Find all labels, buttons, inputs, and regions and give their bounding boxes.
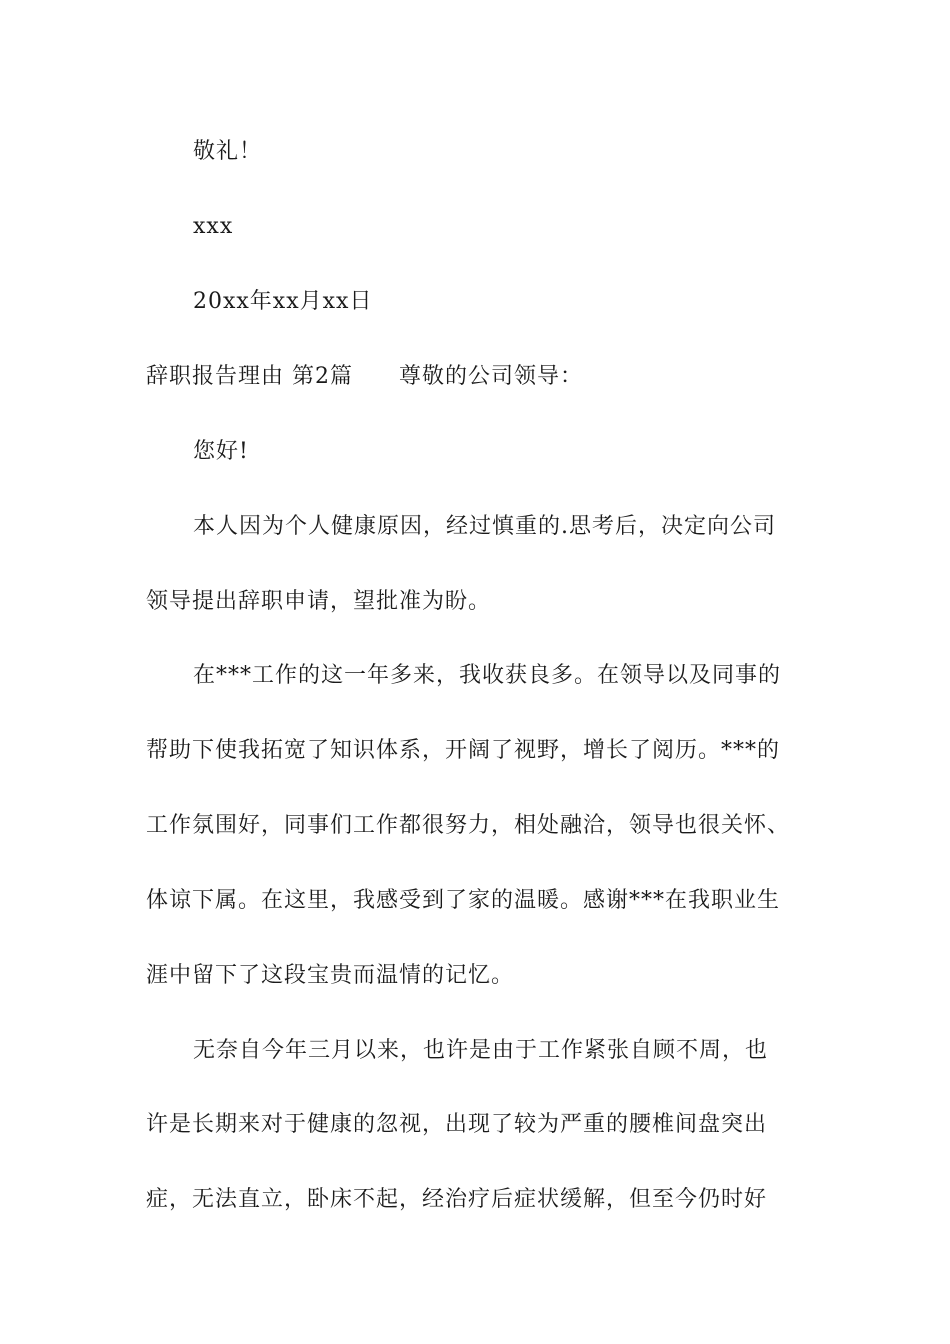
body-line: 无奈自今年三月以来，也许是由于工作紧张自顾不周，也: [193, 1038, 769, 1063]
closing-date: 20xx年xx月xx日: [193, 289, 373, 314]
body-line: 本人因为个人健康原因，经过慎重的.思考后，决定向公司: [193, 514, 776, 539]
body-line: 症，无法直立，卧床不起，经治疗后症状缓解，但至今仍时好: [146, 1187, 768, 1212]
closing-signature: xxx: [193, 214, 234, 239]
body-line: 在***工作的这一年多来，我收获良多。在领导以及同事的: [193, 663, 782, 688]
body-line: 工作氛围好，同事们工作都很努力，相处融洽，领导也很关怀、: [146, 813, 791, 838]
body-line: 许是长期来对于健康的忽视，出现了较为严重的腰椎间盘突出: [146, 1112, 768, 1137]
body-line: 领导提出辞职申请，望批准为盼。: [146, 589, 492, 614]
closing-regards: 敬礼！: [193, 139, 263, 164]
body-line: 涯中留下了这段宝贵而温情的记忆。: [146, 963, 515, 988]
body-line: 帮助下使我拓宽了知识体系，开阔了视野，增长了阅历。***的: [146, 738, 781, 763]
letter-heading: 辞职报告理由 第2篇: [146, 364, 353, 389]
letter-salutation: 尊敬的公司领导：: [399, 364, 584, 389]
letter-greeting: 您好!: [193, 439, 249, 464]
body-line: 体谅下属。在这里，我感受到了家的温暖。感谢***在我职业生: [146, 888, 781, 913]
letter-heading-line: [146, 362, 583, 392]
